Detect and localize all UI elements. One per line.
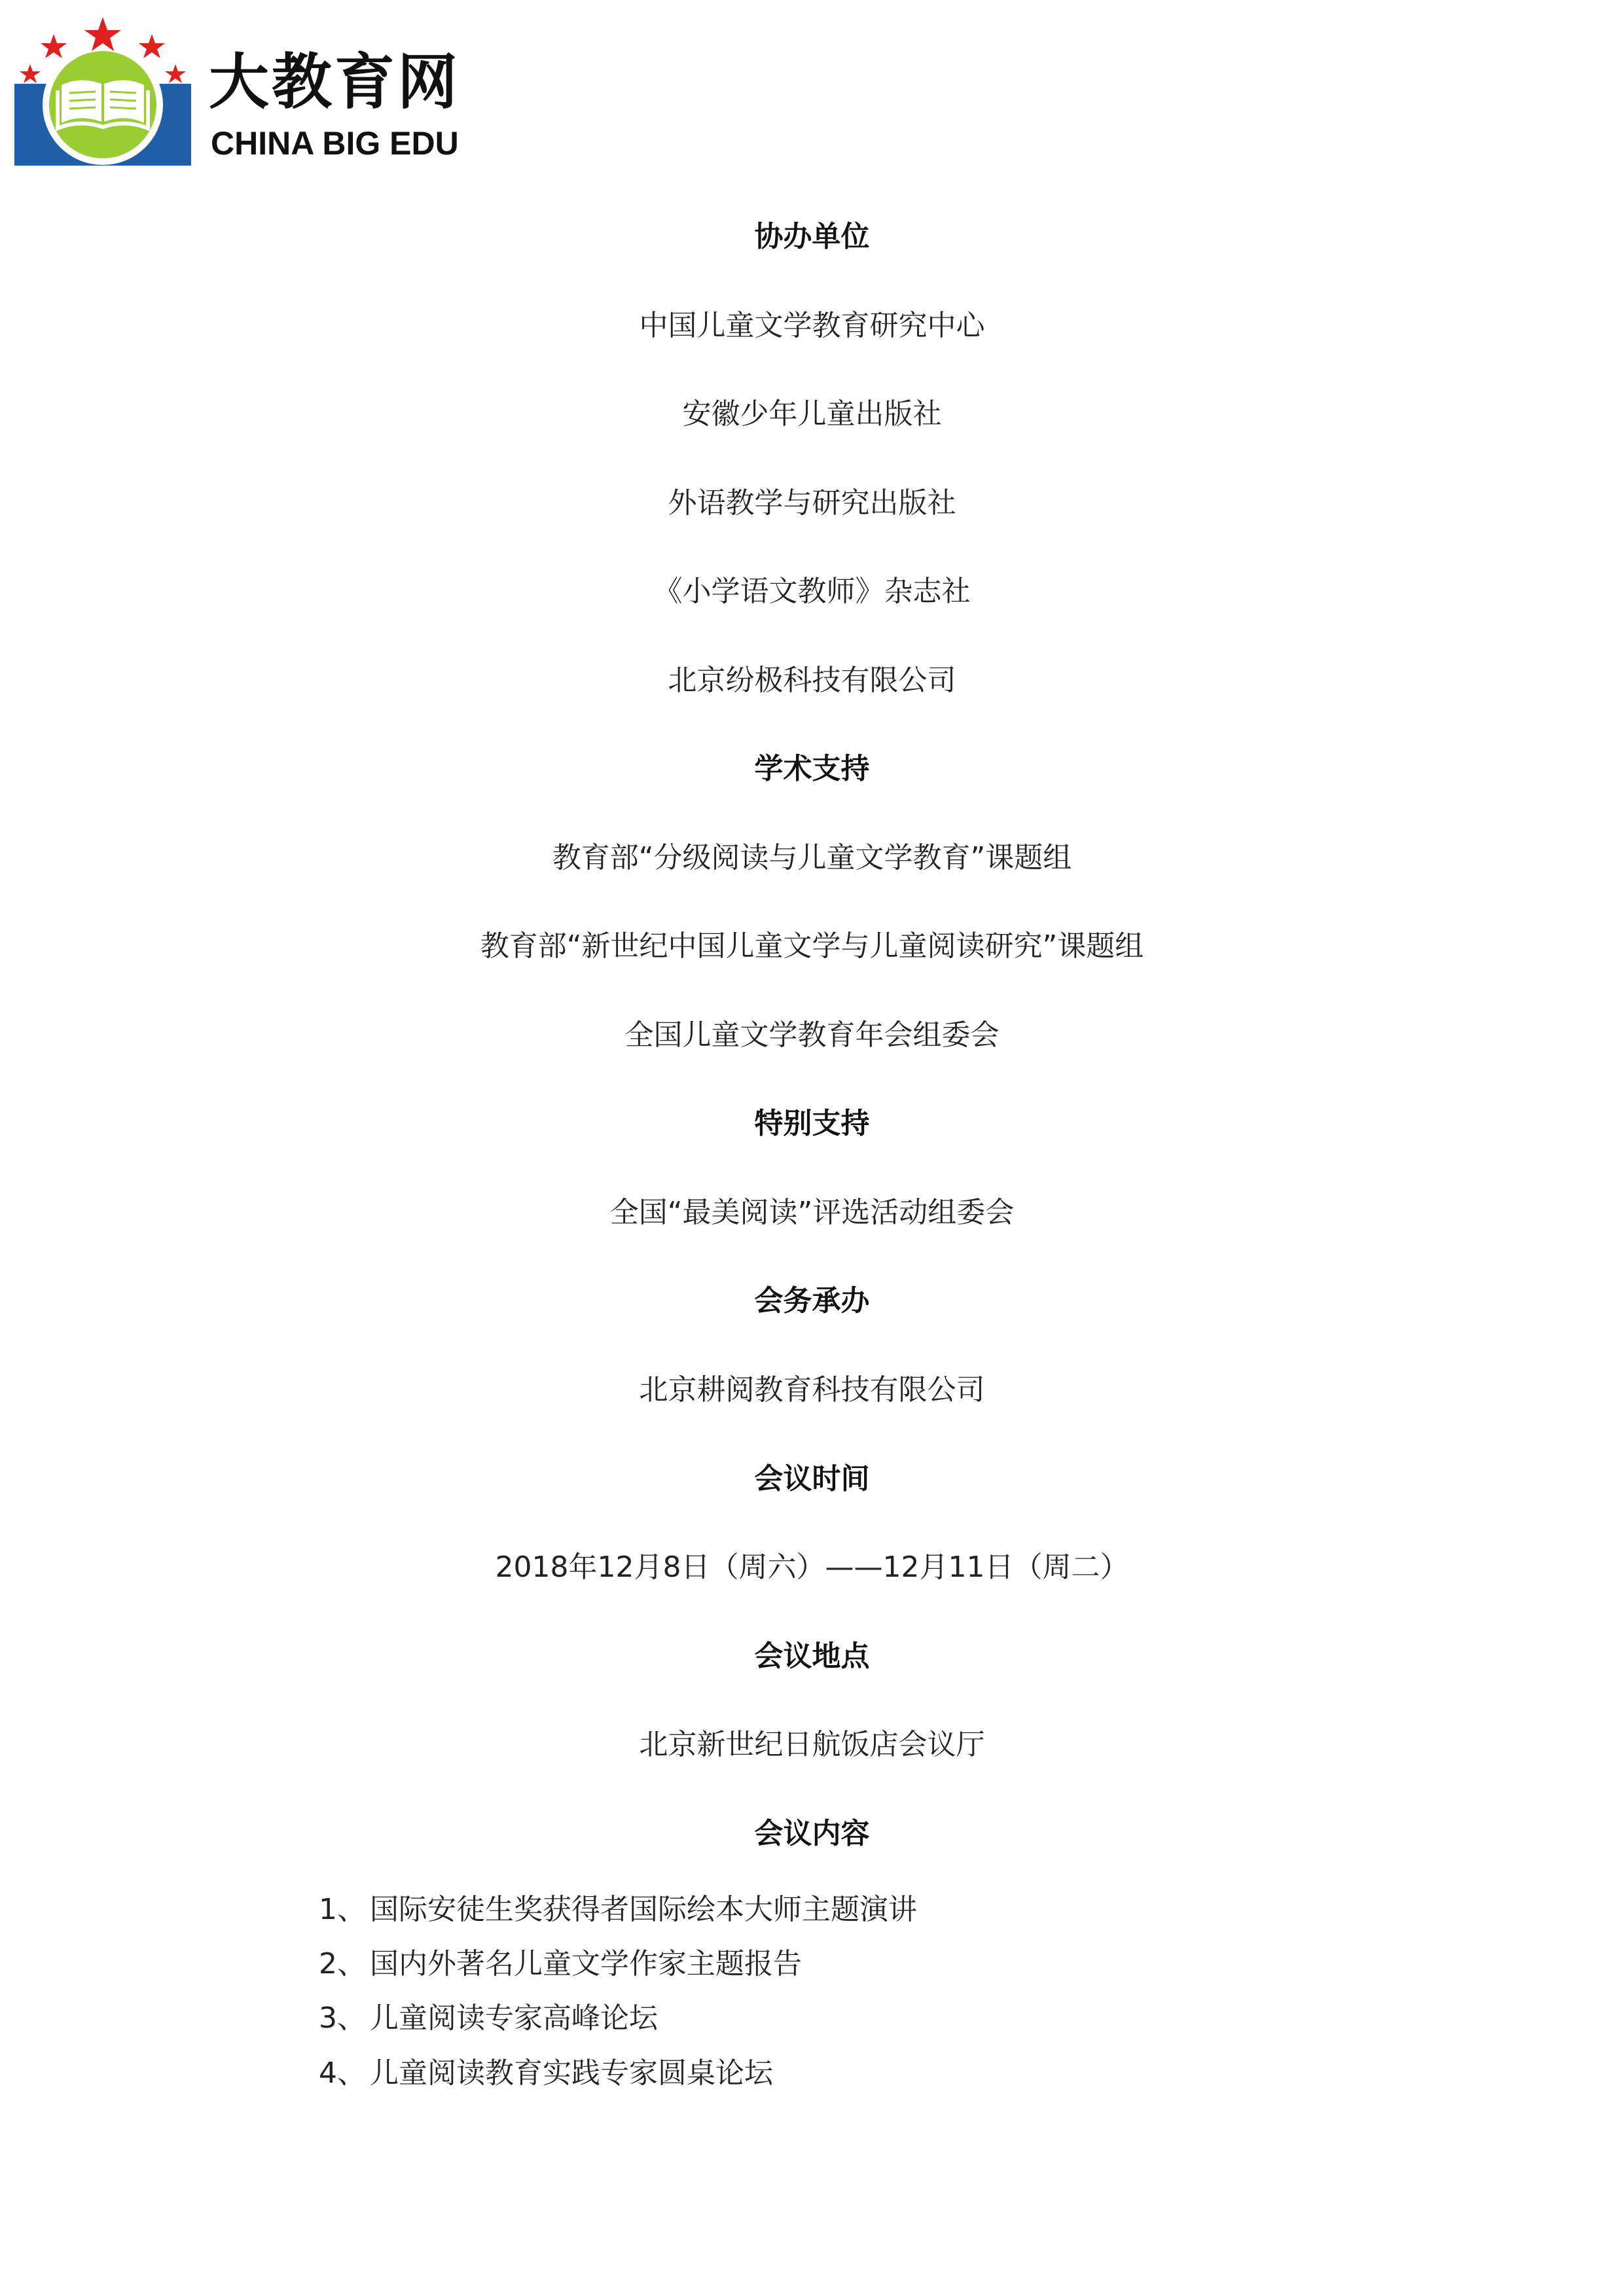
list-item-text: 国际安徒生奖获得者国际绘本大师主题演讲: [370, 1893, 917, 1926]
section-heading-special-support: 特别支持: [754, 1107, 870, 1140]
conference-affairs-item: 北京耕阅教育科技有限公司: [639, 1373, 985, 1407]
content-list-item: [319, 2055, 773, 2092]
co-organizer-item: 外语教学与研究出版社: [668, 486, 956, 520]
section-heading-conference-time: 会议时间: [754, 1462, 870, 1496]
section-heading-academic-support: 学术支持: [754, 752, 870, 785]
list-item-number: 1、: [319, 1893, 366, 1926]
section-heading-co-organizers: 协办单位: [754, 220, 870, 253]
list-item-number: 4、: [319, 2056, 366, 2090]
academic-support-item: 教育部“新世纪中国儿童文学与儿童阅读研究”课题组: [480, 929, 1144, 963]
logo-subtitle: CHINA BIG EDU: [211, 125, 459, 162]
academic-support-item: 教育部“分级阅读与儿童文学教育”课题组: [552, 841, 1072, 874]
list-item-number: 3、: [319, 2001, 366, 2035]
co-organizer-item: 中国儿童文学教育研究中心: [639, 309, 985, 342]
co-organizer-item: 北京纷极科技有限公司: [668, 664, 956, 697]
site-logo[interactable]: [14, 12, 473, 166]
list-item-text: 儿童阅读专家高峰论坛: [370, 2001, 658, 2035]
list-item-text: 国内外著名儿童文学作家主题报告: [370, 1947, 802, 1981]
co-organizer-item: 安徽少年儿童出版社: [682, 397, 942, 431]
logo-emblem-icon: [14, 12, 191, 166]
content-list-item: [319, 1892, 917, 1928]
co-organizer-item: 《小学语文教师》杂志社: [653, 575, 971, 608]
academic-support-item: 全国儿童文学教育年会组委会: [624, 1018, 1000, 1052]
logo-title: 大教育网: [209, 47, 461, 117]
section-heading-conference-content: 会议内容: [754, 1817, 870, 1850]
conference-time-value: 2018年12月8日（周六）——12月11日（周二）: [495, 1551, 1129, 1584]
list-item-number: 2、: [319, 1947, 366, 1981]
section-heading-conference-venue: 会议地点: [754, 1640, 870, 1673]
special-support-item: 全国“最美阅读”评选活动组委会: [609, 1196, 1015, 1229]
content-list-item: [319, 1946, 802, 1982]
content-list-item: [319, 2000, 658, 2037]
list-item-text: 儿童阅读教育实践专家圆桌论坛: [370, 2056, 773, 2090]
section-heading-conference-affairs: 会务承办: [754, 1284, 870, 1318]
conference-venue-value: 北京新世纪日航饭店会议厅: [639, 1728, 985, 1761]
